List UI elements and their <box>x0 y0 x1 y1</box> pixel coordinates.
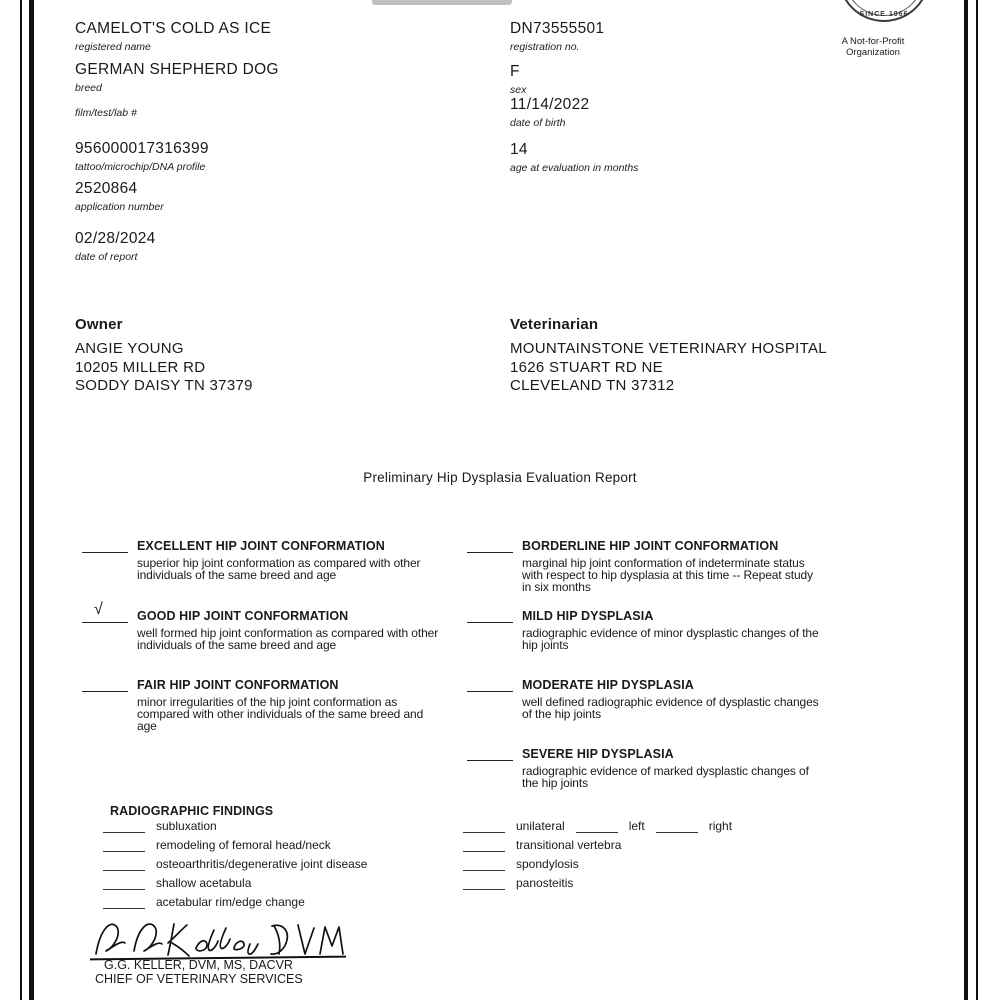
eval-option-excellent <box>82 540 439 582</box>
left-thick-border-rule <box>29 0 34 1000</box>
owner-city-state-zip: SODDY DAISY TN 37379 <box>75 377 253 394</box>
breed-label: breed <box>75 82 102 94</box>
finding-spondylosis: spondylosis <box>463 852 732 871</box>
date-of-birth-value: 11/14/2022 <box>510 96 590 113</box>
date-of-report-label: date of report <box>75 251 138 263</box>
finding-shallow-acetabula: shallow acetabula <box>103 871 367 890</box>
age-at-evaluation-value: 14 <box>510 141 528 158</box>
left-thin-border-rule <box>20 0 22 1000</box>
field-registration-no <box>510 20 604 53</box>
date-of-birth-label: date of birth <box>510 117 566 129</box>
transitional-vertebra-blank-line <box>463 838 505 852</box>
fair-description: minor irregularities of the hip joint conformation as compared with other individuals of the same breed and age <box>137 695 424 733</box>
finding-remodeling: remodeling of femoral head/neck <box>103 833 367 852</box>
eval-option-borderline <box>467 540 824 593</box>
tagline-line-2: Organization <box>846 47 900 58</box>
borderline-title: BORDERLINE HIP JOINT CONFORMATION <box>522 539 779 553</box>
not-for-profit-tagline <box>808 36 938 58</box>
field-film-test-lab <box>75 104 137 119</box>
signer-name: G.G. KELLER, DVM, MS, DACVR <box>104 958 293 972</box>
owner-name: ANGIE YOUNG <box>75 340 184 357</box>
mild-title: MILD HIP DYSPLASIA <box>522 609 654 623</box>
eval-option-mild <box>467 610 824 652</box>
subluxation-blank-line <box>103 819 145 833</box>
microchip-value: 956000017316399 <box>75 140 209 157</box>
panosteitis-blank-line <box>463 876 505 890</box>
sex-label: sex <box>510 84 527 96</box>
severe-description: radiographic evidence of marked dysplastic changes of the hip joints <box>522 764 809 790</box>
field-age-at-evaluation <box>510 141 638 174</box>
veterinarian-block <box>510 316 827 396</box>
eval-option-fair <box>82 679 439 732</box>
eval-option-moderate <box>467 679 824 721</box>
good-check-mark: √ <box>94 601 103 618</box>
osteoarthritis-blank-line <box>103 857 145 871</box>
owner-block <box>75 316 253 396</box>
field-registered-name <box>75 20 271 53</box>
finding-subluxation: subluxation <box>103 814 367 833</box>
breed-value: GERMAN SHEPHERD DOG <box>75 61 279 78</box>
field-microchip <box>75 140 209 173</box>
moderate-description: well defined radiographic evidence of dysplastic changes of the hip joints <box>522 695 819 721</box>
registered-name-value: CAMELOT'S COLD AS ICE <box>75 20 272 37</box>
finding-osteoarthritis: osteoarthritis/degenerative joint disease <box>103 852 367 871</box>
veterinarian-name: MOUNTAINSTONE VETERINARY HOSPITAL <box>510 340 827 357</box>
organization-seal-icon <box>838 0 930 22</box>
veterinarian-heading: Veterinarian <box>510 316 599 333</box>
field-application-number <box>75 180 164 213</box>
seal-since-text: SINCE 1966 <box>859 11 909 18</box>
field-sex <box>510 63 526 96</box>
veterinarian-city-state-zip: CLEVELAND TN 37312 <box>510 377 675 394</box>
moderate-title: MODERATE HIP DYSPLASIA <box>522 678 694 692</box>
radiographic-findings-heading: RADIOGRAPHIC FINDINGS <box>110 804 274 818</box>
findings-left-column <box>103 814 367 909</box>
finding-unilateral: unilateral left right <box>463 814 732 833</box>
right-thin-border-rule <box>976 0 978 1000</box>
fair-check-line <box>82 679 128 692</box>
finding-transitional-vertebra: transitional vertebra <box>463 833 732 852</box>
mild-description: radiographic evidence of minor dysplastic changes of the hip joints <box>522 626 819 652</box>
spondylosis-blank-line <box>463 857 505 871</box>
right-thick-border-rule <box>964 0 968 1000</box>
eval-option-good <box>82 601 439 652</box>
owner-heading: Owner <box>75 316 123 333</box>
shallow-acetabula-blank-line <box>103 876 145 890</box>
severe-title: SEVERE HIP DYSPLASIA <box>522 747 674 761</box>
registration-no-label: registration no. <box>510 41 580 53</box>
field-date-of-birth <box>510 96 589 129</box>
report-title: Preliminary Hip Dysplasia Evaluation Report <box>363 470 637 485</box>
page-top-cropped-artifact <box>372 0 512 5</box>
good-title: GOOD HIP JOINT CONFORMATION <box>137 609 349 623</box>
excellent-title: EXCELLENT HIP JOINT CONFORMATION <box>137 539 385 553</box>
handwritten-signature-icon <box>88 916 348 960</box>
field-breed <box>75 61 279 94</box>
excellent-check-line <box>82 540 128 553</box>
unilateral-blank-line <box>463 819 505 833</box>
borderline-description: marginal hip joint conformation of indeterminate status with respect to hip dysplasia at this time -- Repeat study in six months <box>522 556 814 594</box>
registration-no-value: DN73555501 <box>510 20 605 37</box>
application-number-label: application number <box>75 201 164 213</box>
signer-title: CHIEF OF VETERINARY SERVICES <box>95 972 303 986</box>
application-number-value: 2520864 <box>75 180 138 197</box>
unilateral-right-blank-line <box>656 819 698 833</box>
unilateral-left-blank-line <box>576 819 618 833</box>
good-check-line <box>82 601 128 623</box>
findings-right-column <box>463 814 732 890</box>
date-of-report-value: 02/28/2024 <box>75 230 156 247</box>
acetabular-rim-blank-line <box>103 895 145 909</box>
registered-name-label: registered name <box>75 41 151 53</box>
microchip-label: tattoo/microchip/DNA profile <box>75 161 206 173</box>
veterinarian-street: 1626 STUART RD NE <box>510 358 663 376</box>
moderate-check-line <box>467 679 513 692</box>
fair-title: FAIR HIP JOINT CONFORMATION <box>137 678 339 692</box>
good-description: well formed hip joint conformation as compared with other individuals of the same breed and age <box>137 626 439 652</box>
borderline-check-line <box>467 540 513 553</box>
mild-check-line <box>467 610 513 623</box>
eval-option-severe <box>467 748 824 790</box>
finding-acetabular-rim: acetabular rim/edge change <box>103 890 367 909</box>
remodeling-blank-line <box>103 838 145 852</box>
tagline-line-1: A Not-for-Profit <box>841 36 905 47</box>
owner-street: 10205 MILLER RD <box>75 358 206 376</box>
age-at-evaluation-label: age at evaluation in months <box>510 162 639 174</box>
field-date-of-report <box>75 230 156 263</box>
severe-check-line <box>467 748 513 761</box>
excellent-description: superior hip joint conformation as compared with other individuals of the same breed and age <box>137 556 421 582</box>
sex-value: F <box>510 63 520 80</box>
film-test-lab-label: film/test/lab # <box>75 107 137 119</box>
finding-panosteitis: panosteitis <box>463 871 732 890</box>
